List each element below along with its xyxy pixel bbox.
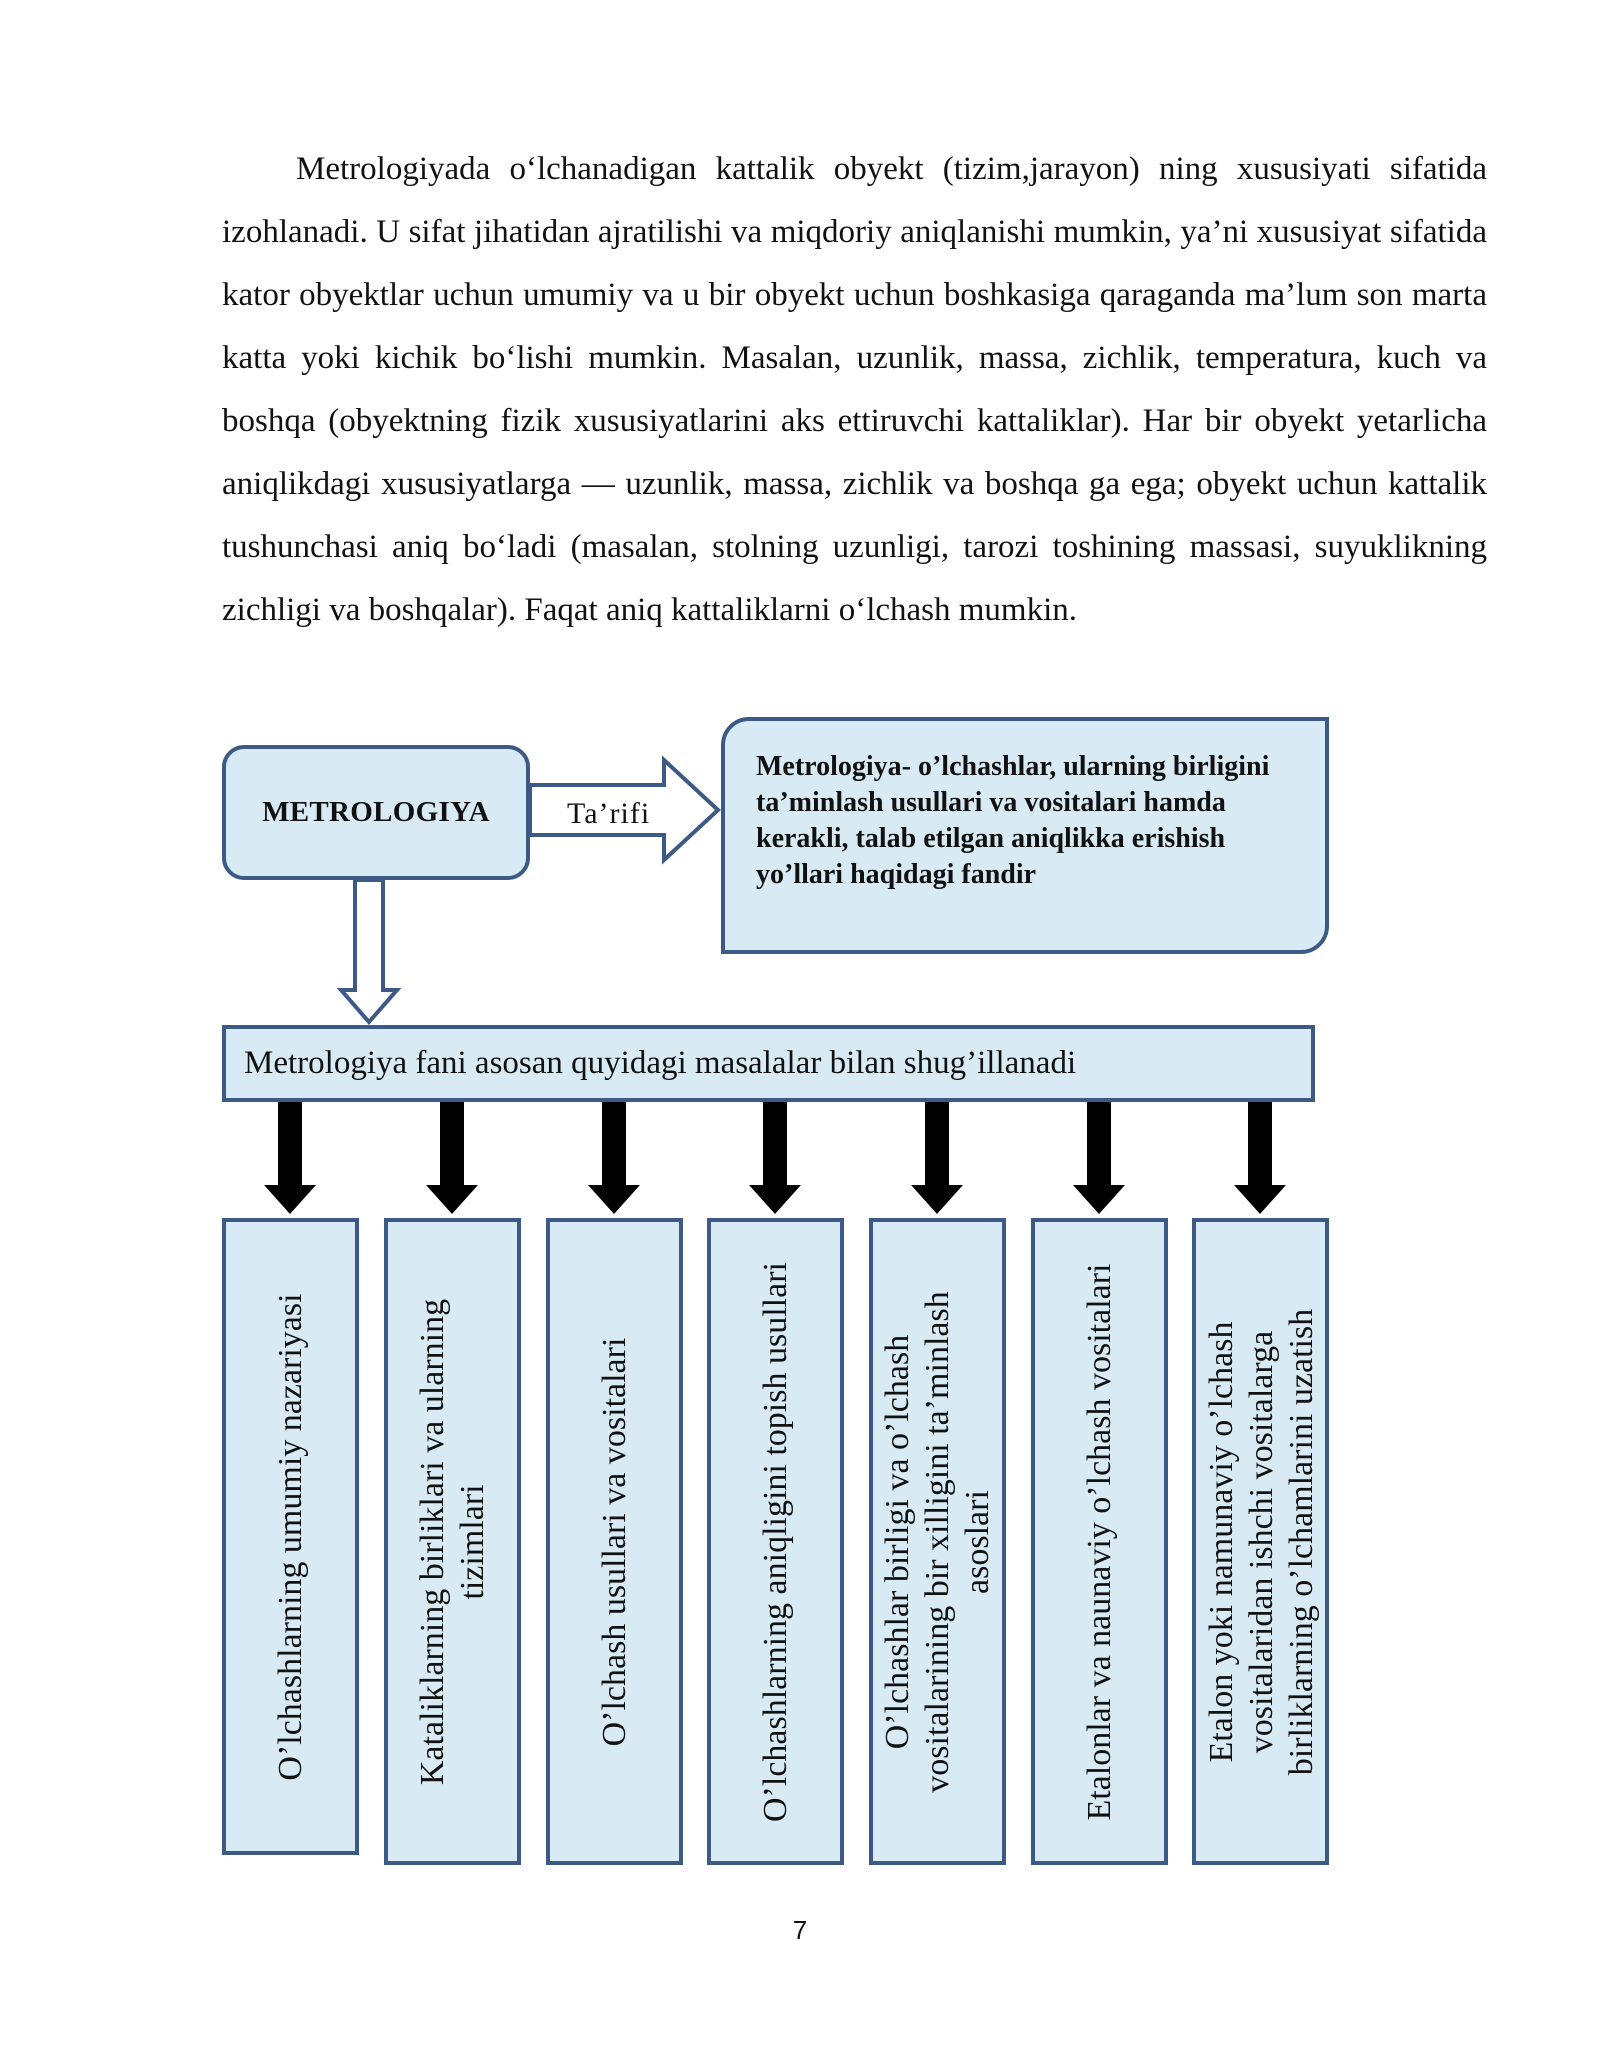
definition-box bbox=[721, 717, 1329, 954]
arrow-down-icon bbox=[588, 1102, 640, 1214]
page-number: 7 bbox=[792, 1915, 808, 1945]
definition-arrow-label: Ta’rifi bbox=[567, 797, 651, 830]
task-box bbox=[546, 1218, 683, 1865]
task-box bbox=[707, 1218, 844, 1865]
arrow-down-icon bbox=[426, 1102, 478, 1214]
task-text: Etalonlar va naunaviy o’lchash vositalari bbox=[1080, 1262, 1118, 1821]
task-text: O’lchashlar birligi va o’lchash vositalarining bir xilligini ta’minlash asoslari bbox=[878, 1290, 996, 1793]
task-text: O’lchashlarning aniqligini topish usullari bbox=[756, 1261, 794, 1822]
task-box bbox=[1192, 1218, 1329, 1865]
task-box bbox=[222, 1218, 359, 1855]
arrow-down-icon bbox=[264, 1102, 316, 1214]
metrologiya-box bbox=[222, 745, 530, 880]
tasks-header-box bbox=[222, 1025, 1315, 1102]
task-box bbox=[869, 1218, 1006, 1865]
metrologiya-label: METROLOGIYA bbox=[262, 796, 490, 828]
arrow-down-icon bbox=[1234, 1102, 1286, 1214]
task-text: O’lchashlarning umumiy nazariyasi bbox=[271, 1292, 309, 1781]
task-text: Kataliklarning birliklari va ularning tizimlari bbox=[413, 1298, 491, 1785]
task-box bbox=[1031, 1218, 1168, 1865]
task-box bbox=[384, 1218, 521, 1865]
arrow-down-icon bbox=[341, 880, 397, 1022]
task-text: Etalon yoki namunaviy o’lchash vositalaridan ishchi vositalarga birliklarning o’lchamlarini uzatish bbox=[1202, 1308, 1320, 1775]
body-paragraph: Metrologiyada o‘lchanadigan kattalik obyekt (tizim,jarayon) ning xususiyati sifatida izohlanadi. U sifat jihatidan ajratilishi va miqdoriy aniqlanishi mumkin, ya’ni xususiyat sifatida kator obyektlar uchun umumiy va u bir obyekt uchun boshkasiga qaraganda ma’lum son marta katta yoki kichik bo‘lishi mumkin. Masalan, uzunlik, massa, zichlik, temperatura, kuch va boshqa (obyektning fizik xususiyatlarini aks ettiruvchi kattaliklar). Har bir obyekt yetarlicha aniqlikdagi xususiyatlarga — uzunlik, massa, zichlik va boshqa ga ega; obyekt uchun kattalik tushunchasi aniq bo‘ladi (masalan, stolning uzunligi, tarozi toshining massasi, suyuklikning zichligi va boshqalar). Faqat aniq kattaliklarni o‘lchash mumkin. bbox=[222, 151, 1487, 628]
arrow-down-icon bbox=[749, 1102, 801, 1214]
arrow-down-icon bbox=[1073, 1102, 1125, 1214]
task-text: O’lchash usullari va vositalari bbox=[595, 1337, 633, 1746]
tasks-header-text: Metrologiya fani asosan quyidagi masalalar bilan shug’illanadi bbox=[244, 1045, 1077, 1081]
arrow-down-icon bbox=[911, 1102, 963, 1214]
definition-text: Metrologiya- o’lchashlar, ularning birligini ta’minlash usullari va vositalari hamda kerakli, talab etilgan aniqlikka erishish yo’llari haqidagi fandir bbox=[756, 751, 1270, 890]
